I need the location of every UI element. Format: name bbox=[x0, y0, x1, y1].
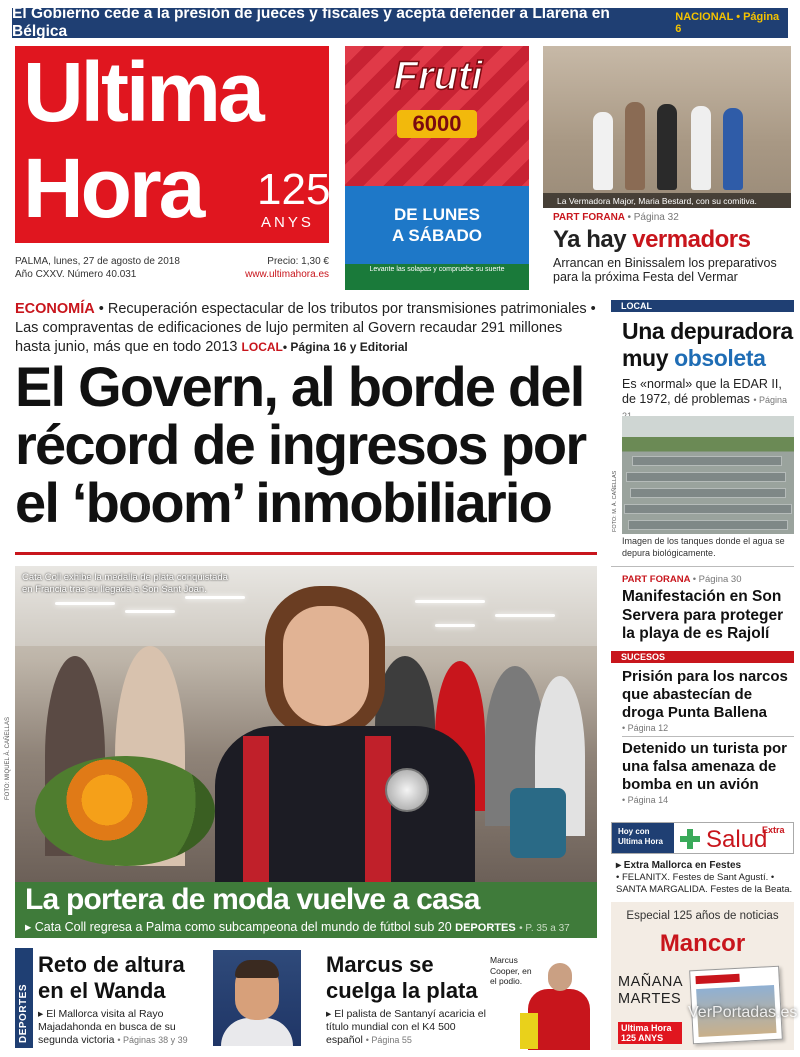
mancor-especial: Especial 125 años de noticias bbox=[626, 910, 779, 922]
salud-text: ▸ Extra Mallorca en Festes • FELANITX. Festes de Sant Agustí. • SANTA MARGALIDA. Festes de la Beata. bbox=[616, 860, 793, 895]
masthead-word2: Hora bbox=[23, 141, 203, 235]
vermadora-photo[interactable] bbox=[543, 46, 791, 208]
sucesos-section-bar: SUCESOS bbox=[611, 651, 794, 663]
anniversary-number: 125 bbox=[257, 165, 331, 214]
anniversary-word: ANYS bbox=[261, 214, 314, 231]
economia-summary: ECONOMÍA • Recuperación espectacular de los tributos por transmisiones patrimoniales • Las compraventas de edificaciones de lujo permiten al Govern recaudar 291 millones hasta junio, más que en todo 2013 LOCAL• Página 16 y Editorial bbox=[15, 301, 596, 355]
salud-word: Salud bbox=[706, 826, 768, 853]
reto-text: ▸ El Mallorca visita al Rayo Majadahonda en busca de su segunda victoria • Páginas 38 y 39 bbox=[38, 1008, 188, 1046]
turista-page: • Página 14 bbox=[622, 795, 669, 805]
marcus-headline[interactable]: Marcus se cuelga la plata bbox=[326, 952, 478, 1003]
son-servera-headline[interactable]: Manifestación en Son Servera para proteger la playa de es Rajolí bbox=[622, 588, 784, 642]
mini-logo: Ultima Hora 125 ANYS bbox=[618, 1022, 682, 1044]
portrait bbox=[283, 606, 369, 726]
divider bbox=[15, 552, 597, 555]
main-headline[interactable]: El Govern, al borde del récord de ingresos por el ‘boom’ inmobiliario bbox=[15, 355, 586, 534]
main-photo-credit: FOTO: MIQUEL À. CAÑELLAS bbox=[5, 716, 11, 800]
medal-icon bbox=[385, 768, 429, 812]
hoy-con-badge: Hoy con Ultima Hora bbox=[612, 823, 674, 853]
depuradora-headline[interactable]: Una depuradora muy obsoleta bbox=[622, 318, 793, 371]
part-forana-label-2: PART FORANA • Página 30 bbox=[622, 574, 742, 585]
divider bbox=[622, 736, 794, 737]
top-banner[interactable] bbox=[12, 5, 788, 40]
coach-photo[interactable] bbox=[213, 950, 301, 1046]
main-story-title[interactable]: La portera de moda vuelve a casa bbox=[15, 882, 597, 918]
economia-label: ECONOMÍA bbox=[15, 301, 95, 317]
depuradora-text: Es «normal» que la EDAR II, de 1972, dé problemas • Página bbox=[622, 377, 788, 406]
divider bbox=[611, 566, 794, 567]
vermadors-subtitle: Arrancan en Binissalem los preparativos para la próxima Festa del Vermar bbox=[553, 256, 777, 284]
mancor-promo[interactable] bbox=[611, 902, 794, 1050]
mancor-town: Mancor bbox=[659, 930, 746, 957]
main-photo-caption: Cata Coll exhibe la medalla de plata conquistada en Francia tras su llegada a Son Sant Joan. bbox=[22, 572, 228, 595]
masthead-logo[interactable] bbox=[15, 46, 329, 243]
salud-supplement[interactable] bbox=[611, 822, 794, 854]
top-banner-section: NACIONAL • Página 6 bbox=[675, 11, 780, 35]
top-banner-headline: El Gobierno cede a la presión de jueces y fiscales y acepta defender a Llarena en Bélgica bbox=[12, 5, 610, 40]
edition-url[interactable]: www.ultimahora.es bbox=[245, 269, 329, 280]
ad-days: DE LUNES A SÁBADO bbox=[345, 186, 529, 264]
edar-photo-credit: FOTO: M. À. CAÑELLAS bbox=[612, 470, 618, 532]
salud-extra: Extra bbox=[762, 825, 785, 835]
marcus-text: ▸ El palista de Santanyí acaricia el título mundial con el K4 500 español • Página 55 bbox=[326, 1008, 486, 1046]
ad-brand: Fruti bbox=[393, 54, 483, 98]
flowers bbox=[35, 756, 215, 866]
narcos-headline[interactable]: Prisión para los narcos que abastecían de droga Punta Ballena bbox=[622, 668, 788, 721]
main-photo[interactable] bbox=[15, 566, 597, 882]
main-story-subtitle: ▸ Cata Coll regresa a Palma como subcampeona del mundo de fútbol sub 20 DEPORTES • P. 35 a 37 bbox=[15, 918, 597, 938]
part-forana-label: PART FORANA • Página 32 bbox=[553, 212, 679, 223]
reto-headline[interactable]: Reto de altura en el Wanda bbox=[38, 952, 185, 1003]
ad-number: 6000 bbox=[397, 110, 477, 138]
health-cross-icon bbox=[680, 829, 700, 849]
mancor-when: MAÑANA MARTES bbox=[618, 974, 684, 1007]
edar-caption: Imagen de los tanques donde el agua se depura biológicamente. bbox=[622, 536, 785, 558]
ad-strip: Levante las solapas y compruebe su suerte bbox=[345, 264, 529, 290]
watermark: VerPortadas.es bbox=[688, 1004, 798, 1021]
local-label: LOCAL bbox=[241, 340, 283, 354]
deportes-tag: DEPORTES bbox=[15, 948, 33, 1048]
vermadora-caption: La Vermadora Major, Maria Bestard, con su comitiva. bbox=[543, 193, 791, 208]
masthead-word1: Ultima bbox=[23, 45, 262, 139]
marcus-photo[interactable] bbox=[518, 955, 596, 1050]
edition-issue: Año CXXV. Número 40.031 bbox=[15, 269, 137, 280]
narcos-page: • Página 12 bbox=[622, 723, 669, 733]
edition-info bbox=[15, 255, 329, 281]
local-section-bar: LOCAL bbox=[611, 300, 794, 312]
edition-place-date: PALMA, lunes, 27 de agosto de 2018 bbox=[15, 256, 180, 267]
marcus-caption: Marcus Cooper, en el podio. bbox=[490, 955, 532, 986]
edar-photo[interactable] bbox=[622, 416, 794, 534]
fruti-ad[interactable] bbox=[345, 46, 529, 290]
edition-price: Precio: 1,30 € bbox=[267, 256, 329, 267]
turista-headline[interactable]: Detenido un turista por una falsa amenaza de bomba en un avión bbox=[622, 740, 787, 793]
vermadors-headline[interactable]: Ya hay vermadors bbox=[553, 226, 751, 253]
